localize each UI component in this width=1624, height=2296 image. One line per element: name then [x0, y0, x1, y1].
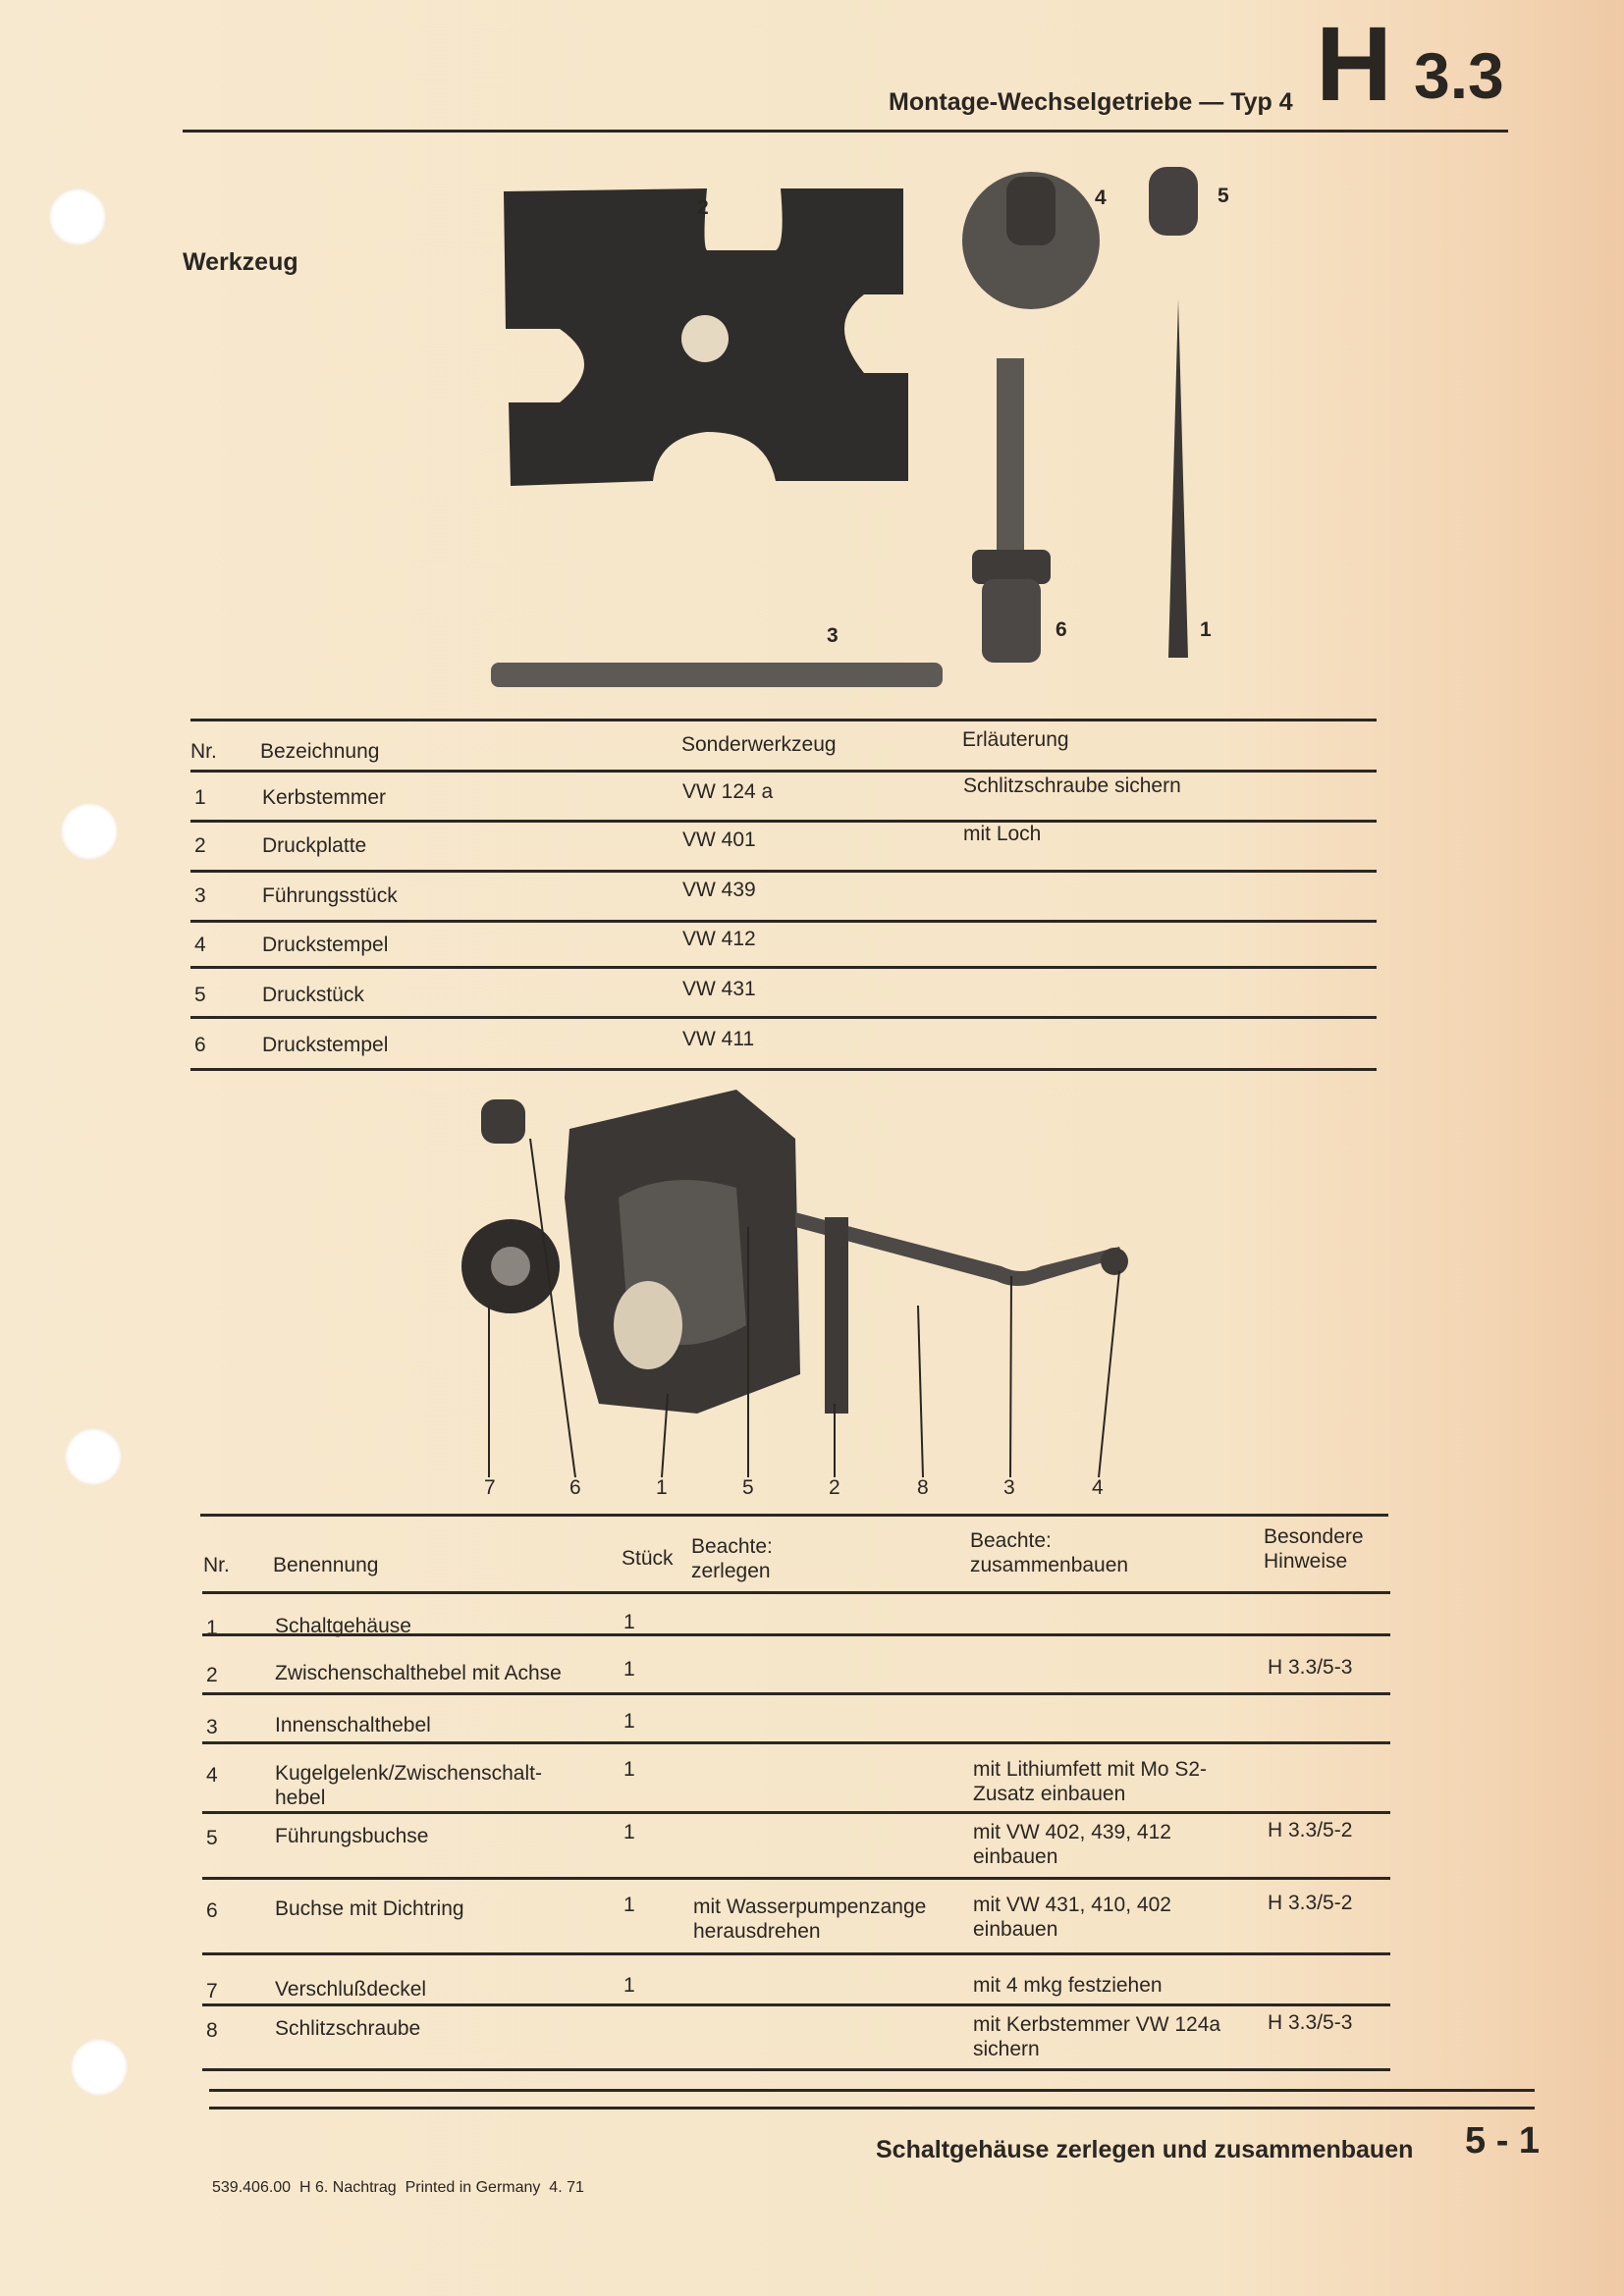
tools-photo	[471, 147, 1257, 717]
section-title: Montage-Wechselgetriebe — Typ 4	[889, 88, 1293, 116]
punch-hole	[61, 803, 118, 860]
row-nr: 5	[206, 1827, 218, 1849]
row-name: Innenschalthebel	[275, 1714, 431, 1736]
table-rule	[190, 820, 1377, 823]
footer-rule	[209, 2089, 1535, 2092]
col-header-qty: Stück	[622, 1547, 674, 1570]
row-assembly: mit VW 431, 410, 402 einbauen	[973, 1894, 1171, 1941]
row-name: Schaltgehäuse	[275, 1615, 411, 1637]
group-number: 3.3	[1414, 39, 1504, 112]
table-rule	[190, 770, 1377, 773]
row-name: Druckstempel	[262, 1034, 389, 1056]
row-name: Schlitzschraube	[275, 2017, 421, 2040]
row-nr: 3	[206, 1716, 218, 1738]
row-name: Kugelgelenk/Zwischenschalt- hebel	[275, 1762, 542, 1809]
row-disassembly: mit Wasserpumpenzange herausdrehen	[693, 1896, 927, 1943]
callout-label: 7	[484, 1476, 496, 1499]
row-qty: 1	[623, 1611, 635, 1633]
photo-label: 1	[1200, 618, 1212, 641]
table-rule	[190, 870, 1377, 873]
tool-chisel	[1168, 299, 1188, 658]
group-letter: H	[1316, 4, 1392, 123]
row-qty: 1	[623, 1658, 635, 1681]
table-rule	[202, 2003, 1390, 2006]
col-header-disassembly: Beachte: zerlegen	[691, 1535, 773, 1582]
punch-hole	[65, 1428, 122, 1485]
footer-title: Schaltgehäuse zerlegen und zusammenbauen	[876, 2136, 1414, 2163]
callout-label: 1	[656, 1476, 668, 1499]
photo-label: 3	[827, 624, 839, 647]
table-rule	[190, 1068, 1377, 1071]
imprint: 539.406.00 H 6. Nachtrag Printed in Germany 4. 71	[212, 2179, 584, 2196]
col-header-assembly: Beachte: zusammenbauen	[970, 1529, 1129, 1576]
photo-label: 6	[1056, 618, 1067, 641]
row-qty: 1	[623, 1710, 635, 1733]
table-rule	[190, 719, 1377, 721]
row-nr: 2	[194, 834, 206, 857]
exploded-diagram	[452, 1080, 1159, 1492]
row-reference: H 3.3/5-3	[1268, 2011, 1353, 2034]
col-header-nr: Nr.	[203, 1554, 230, 1576]
col-header-tool: Sonderwerkzeug	[681, 733, 837, 756]
tool-pressure-stamp-6	[997, 358, 1024, 555]
row-nr: 4	[194, 934, 206, 956]
row-nr: 3	[194, 884, 206, 907]
row-name: Buchse mit Dichtring	[275, 1897, 464, 1920]
punch-hole	[71, 2039, 128, 2096]
footer-rule	[209, 2107, 1535, 2109]
photo-label: 2	[697, 196, 709, 219]
row-assembly: mit Kerbstemmer VW 124a sichern	[973, 2013, 1221, 2060]
row-nr: 4	[206, 1764, 218, 1787]
row-nr: 7	[206, 1980, 218, 2002]
table-rule	[202, 1741, 1390, 1744]
row-reference: H 3.3/5-3	[1268, 1656, 1353, 1679]
page-number: 5 - 1	[1465, 2120, 1541, 2162]
row-assembly: mit 4 mkg festziehen	[973, 1974, 1163, 1997]
photo-label: 5	[1218, 185, 1229, 207]
callout-label: 4	[1092, 1476, 1104, 1499]
table-rule	[202, 1692, 1390, 1695]
bushing-with-seal	[481, 1099, 525, 1144]
row-name: Führungsstück	[262, 884, 398, 907]
row-name: Kerbstemmer	[262, 786, 387, 809]
col-header-notes: Besondere Hinweise	[1264, 1525, 1364, 1573]
row-nr: 8	[206, 2019, 218, 2042]
row-qty: 1	[623, 1821, 635, 1843]
shift-housing	[565, 1090, 800, 1414]
row-note: mit Loch	[963, 823, 1042, 845]
row-nr: 2	[206, 1664, 218, 1686]
row-qty: 1	[623, 1758, 635, 1781]
table-rule	[202, 1591, 1390, 1594]
table-rule	[190, 966, 1377, 969]
row-assembly: mit Lithiumfett mit Mo S2- Zusatz einbauen	[973, 1758, 1208, 1805]
table-rule	[202, 1952, 1390, 1955]
row-nr: 6	[206, 1899, 218, 1922]
row-tool: VW 439	[682, 879, 756, 901]
row-tool: VW 401	[682, 828, 756, 851]
table-rule	[202, 1877, 1390, 1880]
row-tool: VW 431	[682, 978, 756, 1000]
row-note: Schlitzschraube sichern	[963, 774, 1181, 797]
row-name: Druckstück	[262, 984, 364, 1006]
punch-hole	[49, 188, 106, 245]
col-header-name: Benennung	[273, 1554, 379, 1576]
col-header-note: Erläuterung	[962, 728, 1069, 751]
row-name: Führungsbuchse	[275, 1825, 429, 1847]
row-nr: 6	[194, 1034, 206, 1056]
row-qty: 1	[623, 1974, 635, 1997]
photo-label: 4	[1095, 187, 1107, 209]
row-nr: 5	[194, 984, 206, 1006]
table-rule	[202, 1811, 1390, 1814]
row-name: Druckstempel	[262, 934, 389, 956]
tool-pressure-piece	[1149, 167, 1198, 236]
tool-guide-piece	[491, 663, 943, 687]
row-name: Zwischenschalthebel mit Achse	[275, 1662, 562, 1684]
table-rule	[200, 1514, 1388, 1517]
row-nr: 1	[206, 1617, 218, 1639]
row-nr: 1	[194, 786, 206, 809]
table-rule	[190, 920, 1377, 923]
header-rule	[183, 130, 1508, 133]
col-header-name: Bezeichnung	[260, 740, 380, 763]
row-tool: VW 411	[682, 1028, 755, 1050]
callout-label: 5	[742, 1476, 754, 1499]
callout-label: 8	[917, 1476, 929, 1499]
callout-label: 2	[829, 1476, 840, 1499]
ball-joint	[1101, 1248, 1128, 1275]
row-tool: VW 124 a	[682, 780, 774, 803]
row-assembly: mit VW 402, 439, 412 einbauen	[973, 1821, 1171, 1868]
row-name: Verschlußdeckel	[275, 1978, 427, 2001]
row-tool: VW 412	[682, 928, 756, 950]
table-rule	[202, 2068, 1390, 2071]
table-rule	[190, 1016, 1377, 1019]
row-reference: H 3.3/5-2	[1268, 1819, 1353, 1842]
row-reference: H 3.3/5-2	[1268, 1892, 1353, 1914]
tools-heading: Werkzeug	[183, 248, 298, 276]
intermediate-lever	[825, 1217, 848, 1414]
callout-label: 6	[569, 1476, 581, 1499]
row-name: Druckplatte	[262, 834, 367, 857]
row-qty: 1	[623, 1894, 635, 1916]
callout-label: 3	[1003, 1476, 1015, 1499]
col-header-nr: Nr.	[190, 740, 217, 763]
